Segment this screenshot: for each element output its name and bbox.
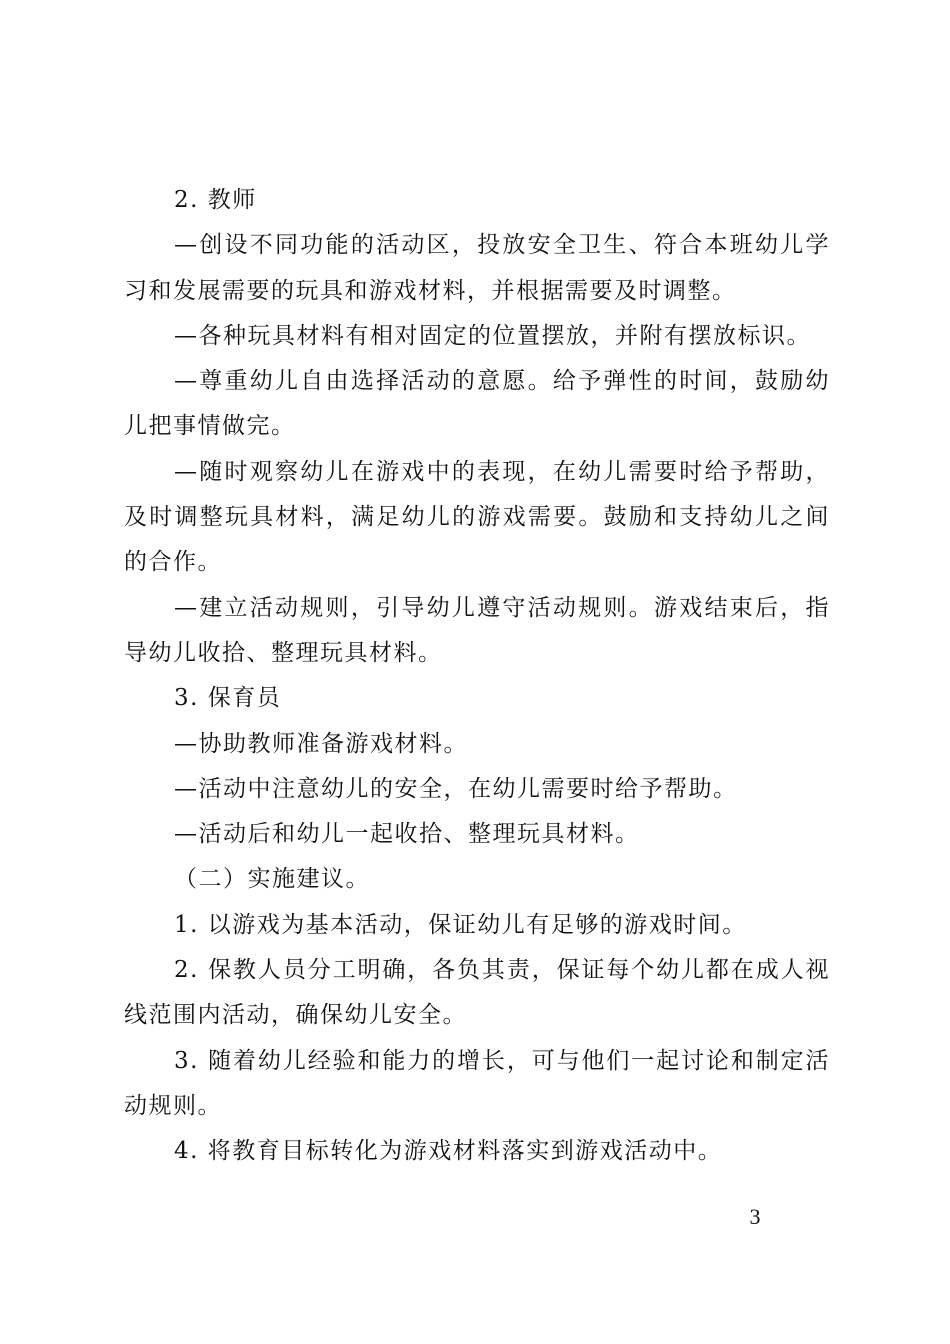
paragraph-caregiver-item-2: —活动中注意幼儿的安全，在幼儿需要时给予帮助。 <box>174 775 738 802</box>
paragraph-heading-suggestions: （二）实施建议。 <box>174 866 370 893</box>
paragraph-suggestion-3: 3. 随着幼儿经验和能力的增长，可与他们一起讨论和制定活动规则。 <box>124 1047 830 1119</box>
paragraph-teacher-item-2: —各种玩具材料有相对固定的位置摆放，并附有摆放标识。 <box>174 322 811 349</box>
paragraph-heading-caregiver: 3. 保育员 <box>174 685 282 712</box>
document-body <box>124 178 830 1175</box>
paragraph-teacher-item-4: —随时观察幼儿在游戏中的表现，在幼儿需要时给予帮助，及时调整玩具材料，满足幼儿的游戏需要。鼓励和支持幼儿之间的合作。 <box>124 458 830 576</box>
paragraph-teacher-item-5: —建立活动规则，引导幼儿遵守活动规则。游戏结束后，指导幼儿收拾、整理玩具材料。 <box>124 594 830 666</box>
paragraph-suggestion-1: 1. 以游戏为基本活动，保证幼儿有足够的游戏时间。 <box>174 911 747 938</box>
paragraph-teacher-item-1: —创设不同功能的活动区，投放安全卫生、符合本班幼儿学习和发展需要的玩具和游戏材料，并根据需要及时调整。 <box>124 232 830 304</box>
paragraph-suggestion-4: 4. 将教育目标转化为游戏材料落实到游戏活动中。 <box>174 1138 723 1165</box>
paragraph-suggestion-2: 2. 保教人员分工明确，各负其责，保证每个幼儿都在成人视线范围内活动，确保幼儿安全。 <box>124 957 830 1029</box>
paragraph-teacher-item-3: —尊重幼儿自由选择活动的意愿。给予弹性的时间，鼓励幼儿把事情做完。 <box>124 368 830 440</box>
paragraph-caregiver-item-3: —活动后和幼儿一起收拾、整理玩具材料。 <box>174 821 640 848</box>
paragraph-caregiver-item-1: —协助教师准备游戏材料。 <box>174 730 468 757</box>
page-number: 3 <box>749 1204 761 1229</box>
paragraph-heading-teacher: 2. 教师 <box>174 187 257 213</box>
